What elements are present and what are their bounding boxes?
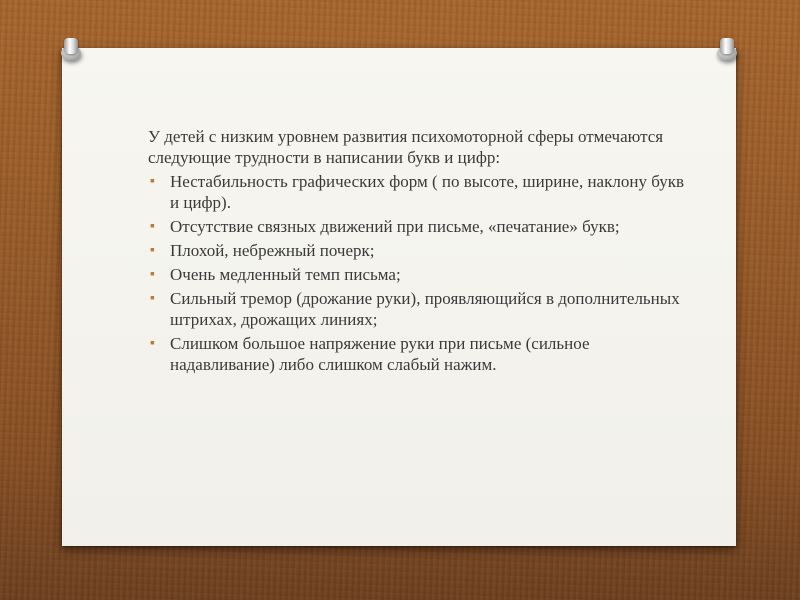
bullet-square-icon: ▪ — [150, 267, 155, 282]
intro-paragraph: У детей с низким уровнем развития психомоторной сферы отмечаются следующие трудности в написании букв и цифр: — [148, 127, 664, 167]
bullet-square-icon: ▪ — [150, 243, 155, 258]
slide-content — [148, 126, 688, 375]
list-item — [148, 288, 688, 330]
bullet-square-icon: ▪ — [150, 219, 155, 234]
paper-sheet — [62, 48, 736, 546]
bullet-square-icon: ▪ — [150, 291, 155, 306]
list-item — [148, 264, 688, 285]
pushpin-icon — [716, 38, 738, 60]
difficulty-list — [148, 171, 688, 375]
bullet-square-icon: ▪ — [150, 336, 155, 351]
list-item-text: Плохой, небрежный почерк; — [170, 241, 375, 260]
bullet-square-icon: ▪ — [150, 174, 155, 189]
list-item — [148, 333, 688, 375]
list-item-text: Отсутствие связных движений при письме, «печатание» букв; — [170, 217, 620, 236]
pushpin-head — [720, 38, 734, 54]
pushpin-icon — [60, 38, 82, 60]
pushpin-head — [64, 38, 78, 54]
list-item — [148, 240, 688, 261]
list-item-text: Слишком большое напряжение руки при письме (сильное надавливание) либо слишком слабый нажим. — [170, 334, 590, 374]
list-item — [148, 216, 688, 237]
list-item-text: Нестабильность графических форм ( по высоте, ширине, наклону букв и цифр). — [170, 172, 684, 212]
list-item — [148, 171, 688, 213]
list-item-text: Сильный тремор (дрожание руки), проявляющийся в дополнительных штрихах, дрожащих линиях; — [170, 289, 680, 329]
list-item-text: Очень медленный темп письма; — [170, 265, 401, 284]
